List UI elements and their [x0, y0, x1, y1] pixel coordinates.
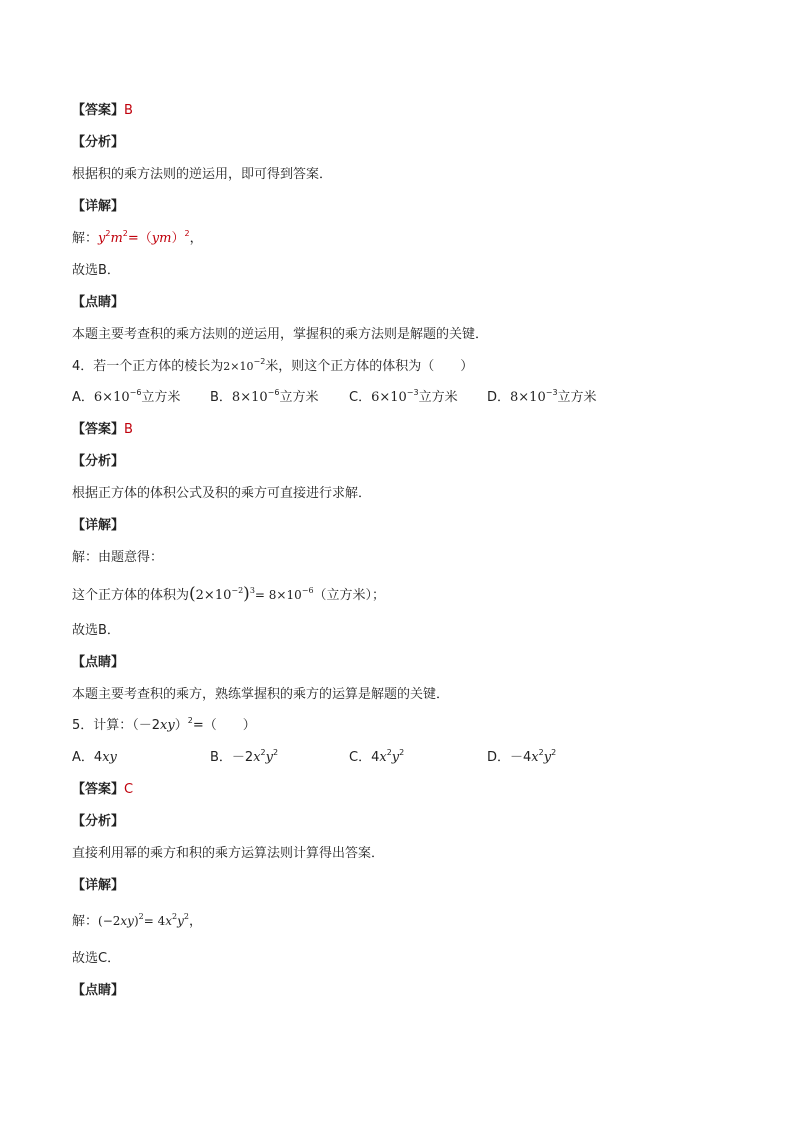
- var-y: y: [265, 750, 273, 765]
- var-y: y: [177, 914, 184, 928]
- q3-analysis-text: 根据积的乘方法则的逆运用，即可得到答案．: [72, 167, 333, 182]
- option-letter: B．: [210, 390, 232, 405]
- q4-option-a[interactable]: [72, 389, 180, 407]
- q4-stem: [72, 358, 473, 376]
- formula-lhs: (−2: [98, 914, 121, 928]
- option-base: 6×10: [371, 390, 407, 405]
- q4-answer-line: [72, 421, 133, 439]
- exp: 2: [538, 747, 544, 757]
- exp: 2: [399, 747, 405, 757]
- option-unit: 立方米: [279, 390, 319, 405]
- var-y: y: [543, 750, 552, 765]
- q5-option-b[interactable]: [210, 749, 278, 767]
- stem-text: =（ ）: [192, 718, 256, 733]
- q4-detail-line1: 解：由题意得：: [72, 550, 164, 565]
- edge-value: 2×10: [223, 360, 254, 373]
- q5-stem: [72, 717, 256, 735]
- option-letter: A．: [72, 390, 94, 405]
- option-base: 6×10: [93, 390, 130, 405]
- var-xy: xy: [160, 718, 175, 733]
- stem-text: 米，则这个正方体的体积为（ ）: [265, 359, 474, 374]
- equals: =（: [127, 231, 152, 246]
- var-ym: ym: [151, 231, 172, 246]
- var-m: m: [110, 231, 123, 246]
- q5-option-d[interactable]: [487, 749, 556, 767]
- answer-value: B: [124, 103, 133, 118]
- exp: 2: [138, 912, 144, 921]
- q4-analysis-text: 根据正方体的体积公式及积的乘方可直接进行求解．: [72, 486, 372, 501]
- option-letter: A．: [72, 750, 94, 765]
- exp: 2: [172, 912, 178, 921]
- var-y: y: [391, 750, 400, 765]
- formula-result: = 8×10: [254, 588, 302, 602]
- comma: ，: [188, 914, 202, 929]
- analysis-tag: 【分析】: [72, 814, 125, 829]
- var-x: x: [165, 914, 173, 928]
- option-letter: D．: [487, 750, 511, 765]
- comment-tag: 【点睛】: [72, 983, 125, 998]
- exp: −3: [406, 387, 419, 397]
- q5-answer-line: [72, 781, 133, 799]
- detail-prefix: 解：: [72, 231, 99, 246]
- exp: 2: [187, 715, 193, 725]
- var-y: y: [98, 231, 106, 246]
- option-coef: 4: [93, 750, 103, 765]
- q4-option-c[interactable]: [349, 389, 458, 407]
- detail-tag: 【详解】: [72, 518, 125, 533]
- option-coef: －4: [510, 750, 532, 765]
- exp: −3: [545, 387, 558, 397]
- q4-detail-line2: [72, 585, 385, 605]
- option-base: 8×10: [231, 390, 268, 405]
- q4-option-d[interactable]: [487, 389, 597, 407]
- exp: 3: [249, 585, 255, 595]
- paren-close: ): [133, 914, 139, 928]
- analysis-tag: 【分析】: [72, 454, 125, 469]
- q5-detail-line: [72, 912, 202, 931]
- exp: 2: [386, 747, 392, 757]
- answer-tag: 【答案】: [72, 103, 125, 118]
- answer-tag: 【答案】: [72, 422, 125, 437]
- exp: 2: [260, 747, 266, 757]
- stem-text: 5．计算：（－2: [72, 718, 161, 733]
- paren-close: ): [243, 584, 250, 604]
- option-letter: C．: [349, 750, 372, 765]
- exp: 2: [183, 912, 189, 921]
- answer-tag: 【答案】: [72, 782, 125, 797]
- q5-option-c[interactable]: [349, 749, 404, 767]
- detail-prefix: 解：: [72, 914, 99, 929]
- option-unit: 立方米: [141, 390, 181, 405]
- answer-value: C: [124, 782, 134, 797]
- detail-tag: 【详解】: [72, 878, 125, 893]
- option-unit: 立方米: [418, 390, 458, 405]
- exp: 2: [105, 228, 111, 238]
- q5-option-a[interactable]: [72, 749, 117, 767]
- exp: −2: [253, 356, 266, 366]
- paren: ）: [171, 231, 185, 246]
- option-letter: D．: [487, 390, 511, 405]
- option-base: 8×10: [510, 390, 546, 405]
- q4-option-b[interactable]: [210, 389, 318, 407]
- q3-choose: 故选B．: [72, 263, 120, 278]
- q5-analysis-text: 直接利用幂的乘方和积的乘方运算法则计算得出答案．: [72, 846, 385, 861]
- exp: −6: [301, 585, 314, 595]
- formula: [98, 914, 189, 928]
- option-coef: －2: [231, 750, 254, 765]
- formula: [189, 584, 314, 604]
- paren-open: (: [189, 584, 196, 604]
- exp: 2: [551, 747, 557, 757]
- q4-choose: 故选B．: [72, 623, 120, 638]
- exp: −2: [231, 585, 244, 595]
- detail-text: 这个正方体的体积为: [72, 588, 190, 603]
- answer-value: B: [124, 422, 133, 437]
- option-letter: C．: [349, 390, 372, 405]
- stem-text: ）: [174, 718, 188, 733]
- stem-text: 4．若一个正方体的棱长为: [72, 359, 224, 374]
- q3-answer-line: [72, 102, 133, 120]
- option-coef: 4: [371, 750, 380, 765]
- var-x: x: [253, 750, 261, 765]
- formula-inner: 2×10: [195, 588, 232, 603]
- q3-detail-line: [72, 230, 203, 248]
- var-xy: xy: [120, 914, 134, 928]
- var-x: x: [531, 750, 539, 765]
- exp: −6: [267, 387, 280, 397]
- formula-result: = 4: [143, 914, 166, 928]
- option-unit: 立方米: [557, 390, 597, 405]
- q4-comment-text: 本题主要考查积的乘方，熟练掌握积的乘方的运算是解题的关键．: [72, 687, 450, 702]
- detail-text: （立方米）；: [313, 588, 386, 603]
- q3-comment-text: 本题主要考查积的乘方法则的逆运用，掌握积的乘方法则是解题的关键．: [72, 327, 489, 342]
- detail-tag: 【详解】: [72, 199, 125, 214]
- exp: 2: [184, 228, 190, 238]
- var-x: xy: [102, 750, 117, 765]
- var-x: x: [379, 750, 387, 765]
- analysis-tag: 【分析】: [72, 135, 125, 150]
- comma: ，: [189, 231, 203, 246]
- exp: −6: [129, 387, 142, 397]
- comment-tag: 【点睛】: [72, 295, 125, 310]
- option-letter: B．: [210, 750, 232, 765]
- exp: 2: [273, 747, 279, 757]
- q5-choose: 故选C．: [72, 951, 121, 966]
- exp: 2: [122, 228, 128, 238]
- comment-tag: 【点睛】: [72, 655, 125, 670]
